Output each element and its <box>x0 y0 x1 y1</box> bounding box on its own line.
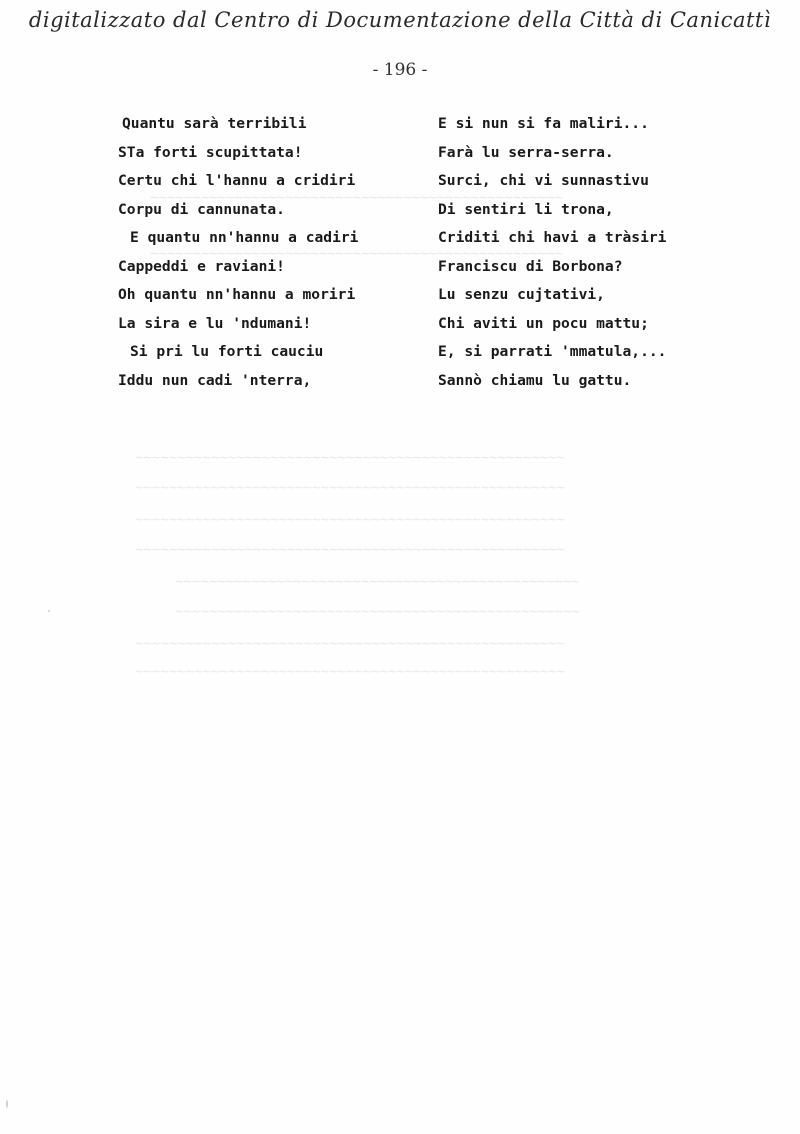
poem-line: Lu senzu cujtativi, <box>438 286 605 303</box>
poem-line: Franciscu di Borbona? <box>438 257 623 275</box>
poem-line: E quantu nn'hannu a cadiri <box>130 229 359 246</box>
paper-speck <box>6 1100 8 1108</box>
poem-line: Surci, chi vi sunnastivu <box>438 172 649 189</box>
poem-line: Iddu nun cadi 'nterra, <box>118 371 312 389</box>
bleed-through-text: ~~~~~~~~~~~~~~~~~~~~~~~~~~~~~~~~~~~~~~~~~~~~~~~~~ <box>150 246 564 262</box>
poem-line: Corpu di cannunata. <box>118 200 285 218</box>
poem-line: E, si parrati 'mmatula,... <box>438 343 667 360</box>
bleed-through-text: ~~~~~~~~~~~~~~~~~~~~~~~~~~~~~~~~~~~~~~~~~~~~~~~~~~~ <box>135 480 565 496</box>
bleed-through-text: ~~~~~~~~~~~~~~~~~~~~~~~~~~~~~~~~~~~~~~~~~~~~~~~~ <box>175 604 580 620</box>
bleed-through-text: ~~~~~~~~~~~~~~~~~~~~~~~~~~~~~~~~~~~~~~~~~~~~~~~~~~~ <box>135 664 565 680</box>
poem-line: STa forti scupittata! <box>118 143 303 161</box>
bleed-through-text: ~~~~~~~~~~~~~~~~~~~~~~~~~~~~~~~~~~~~~~~~~~~~~~~~~~~ <box>135 450 565 466</box>
poem-line: Criditi chi havi a tràsiri <box>438 229 667 246</box>
bleed-through-text: ~~~~~~~~~~~~~~~~~~~~~~~~~~~~~~~~~~~~~~~~~~~~~~~~~~~ <box>135 512 565 528</box>
poem-line: Oh quantu nn'hannu a moriri <box>118 286 356 303</box>
paper-speck <box>48 610 50 612</box>
poem-line: Si pri lu forti cauciu <box>130 343 324 360</box>
bleed-through-text: ~~~~~~~~~~~~~~~~~~~~~~~~~~~~~~~~~~~~~~~~~~~~~~~~~~~ <box>135 636 565 652</box>
bleed-through-text: ~~~~~~~~~~~~~~~~~~~~~~~~~~~~~~~~~~~~~~~~~~~~~~~~ <box>175 574 580 590</box>
poem-line: Farà lu serra-serra. <box>438 143 614 161</box>
poem-line: Chi aviti un pocu mattu; <box>438 314 649 332</box>
poem-line: Certu chi l'hannu a cridiri <box>118 172 356 189</box>
poem-line: Sannò chiamu lu gattu. <box>438 371 632 389</box>
poem-right-column <box>438 110 666 395</box>
poem-line: Quantu sarà terribili <box>122 115 307 132</box>
poem-line: Cappeddi e raviani! <box>118 257 285 275</box>
digitization-watermark: digitalizzato dal Centro di Documentazione della Città di Canicattì <box>28 8 772 32</box>
poem-line: E si nun si fa maliri... <box>438 115 649 132</box>
bleed-through-text: ~~~~~~~~~~~~~~~~~~~~~~~~~~~~~~~~~~~~~~~~~~~~~~~~~ <box>150 190 564 206</box>
poem-left-column <box>118 110 358 395</box>
poem-line: Di sentiri li trona, <box>438 200 614 218</box>
poem-line: La sira e lu 'ndumani! <box>118 314 312 332</box>
page-number: - 196 - <box>372 60 428 80</box>
bleed-through-text: ~~~~~~~~~~~~~~~~~~~~~~~~~~~~~~~~~~~~~~~~~~~~~~~~~~~ <box>135 542 565 558</box>
